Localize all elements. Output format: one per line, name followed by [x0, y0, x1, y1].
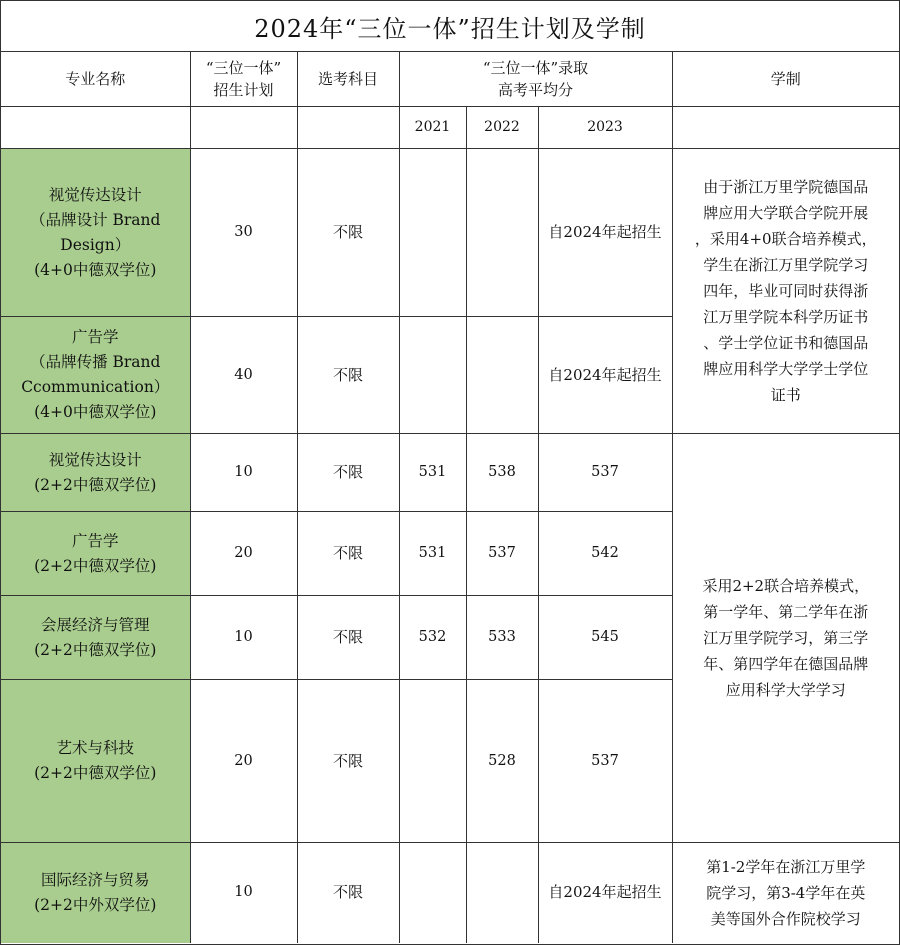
major-name-line: 国际经济与贸易: [40, 870, 150, 889]
score-2022-cell: 528: [466, 680, 538, 843]
major-name-line: 广告学: [71, 328, 119, 346]
score-2023-cell: 自2024年起招生: [538, 317, 672, 434]
major-name-line: Design）: [60, 235, 131, 254]
note-line: ，采用4+0联合培养模式，: [694, 230, 877, 248]
major-name-cell: [1, 149, 190, 317]
major-name-line: (4+0中德双学位): [34, 403, 157, 421]
score-2021-cell: [399, 843, 466, 943]
major-name-line: 艺术与科技: [56, 739, 134, 757]
major-name-cell: [1, 596, 190, 680]
major-name-cell: [1, 317, 190, 434]
year-empty-cell: [297, 107, 399, 149]
note-line: 第1-2学年在浙江万里学: [706, 857, 866, 876]
year-2021: 2021: [399, 107, 466, 149]
score-2022-cell: 538: [466, 434, 538, 512]
note-line: 采用2+2联合培养模式，: [702, 577, 870, 595]
score-2023-cell: 542: [538, 512, 672, 596]
header-scores-line1: “三位一体”录取: [482, 59, 589, 77]
score-2022-cell: [466, 149, 538, 317]
subjects-cell: 不限: [297, 434, 399, 512]
major-name-line: Ccommunication）: [21, 378, 170, 396]
subjects-cell: 不限: [297, 596, 399, 680]
major-name-line: (2+2中德双学位): [34, 764, 157, 782]
header-plan-line1: “三位一体”: [205, 59, 282, 77]
note-line: 院学习，第3-4学年在英: [706, 883, 866, 902]
subjects-cell: 不限: [297, 512, 399, 596]
note-line: 第一学年、第二学年在浙: [703, 603, 869, 621]
header-plan: [190, 52, 297, 107]
note-line: 、学士学位证书和德国品: [703, 334, 869, 352]
score-2021-cell: 531: [399, 512, 466, 596]
major-name-line: (2+2中德双学位): [34, 640, 157, 659]
score-2021-cell: 531: [399, 434, 466, 512]
table-row: [1, 434, 899, 512]
header-subjects: 选考科目: [297, 52, 399, 107]
plan-cell: 20: [190, 680, 297, 843]
note-line: 年、第四学年在德国品牌: [703, 655, 869, 673]
plan-cell: 10: [190, 596, 297, 680]
year-empty-cell: [190, 107, 297, 149]
note-line: 学生在浙江万里学院学习: [703, 256, 869, 274]
header-plan-line2: 招生计划: [213, 81, 274, 99]
plan-cell: 10: [190, 843, 297, 943]
major-name-line: （品牌设计 Brand: [30, 210, 161, 229]
table-row: [1, 149, 899, 317]
score-2023-cell: 自2024年起招生: [538, 843, 672, 943]
note-line: 牌应用大学联合学院开展: [703, 204, 869, 222]
header-scores-line2: 高考平均分: [498, 81, 574, 99]
score-2022-cell: 537: [466, 512, 538, 596]
major-name-line: 广告学: [71, 531, 119, 550]
score-2022-cell: 533: [466, 596, 538, 680]
score-2021-cell: [399, 317, 466, 434]
header-scores: [399, 52, 672, 107]
note-line: 牌应用科学大学学士学位: [703, 360, 869, 378]
year-empty-cell: [672, 107, 899, 149]
score-2023-cell: 自2024年起招生: [538, 149, 672, 317]
year-2023: 2023: [538, 107, 672, 149]
score-2021-cell: 532: [399, 596, 466, 680]
note-line: 四年，毕业可同时获得浙: [703, 282, 869, 300]
subjects-cell: 不限: [297, 843, 399, 943]
system-note-cell: [672, 149, 899, 434]
note-line: 美等国外合作院校学习: [710, 909, 861, 928]
subjects-cell: 不限: [297, 149, 399, 317]
score-2021-cell: [399, 680, 466, 843]
subjects-cell: 不限: [297, 317, 399, 434]
table-row: [1, 843, 899, 943]
major-name-line: 会展经济与管理: [40, 615, 150, 634]
major-name-cell: [1, 434, 190, 512]
note-line: 江万里学院本科学历证书: [703, 308, 869, 326]
note-line: 证书: [770, 386, 801, 404]
note-line: 江万里学院学习，第三学: [703, 629, 869, 647]
plan-cell: 40: [190, 317, 297, 434]
score-2022-cell: [466, 843, 538, 943]
major-name-line: 视觉传达设计: [48, 450, 142, 469]
plan-cell: 30: [190, 149, 297, 317]
major-name-line: (2+2中德双学位): [34, 556, 157, 575]
system-note-cell: [672, 434, 899, 843]
major-name-line: (2+2中外双学位): [34, 895, 157, 914]
system-note-cell: [672, 843, 899, 943]
enrollment-table: [1, 52, 899, 943]
note-line: 由于浙江万里学院德国品: [703, 178, 869, 196]
document-title: 2024年“三位一体”招生计划及学制: [1, 1, 899, 52]
score-2021-cell: [399, 149, 466, 317]
score-2023-cell: 537: [538, 434, 672, 512]
major-name-line: （品牌传播 Brand: [30, 353, 161, 371]
header-major: 专业名称: [1, 52, 190, 107]
major-name-line: (4+0中德双学位): [34, 260, 157, 279]
major-name-cell: [1, 843, 190, 943]
note-line: 应用科学大学学习: [725, 681, 846, 699]
plan-cell: 20: [190, 512, 297, 596]
plan-cell: 10: [190, 434, 297, 512]
major-name-cell: [1, 680, 190, 843]
score-2022-cell: [466, 317, 538, 434]
major-name-line: 视觉传达设计: [48, 185, 142, 204]
major-name-line: (2+2中德双学位): [34, 475, 157, 494]
header-system: 学制: [672, 52, 899, 107]
score-2023-cell: 545: [538, 596, 672, 680]
score-2023-cell: 537: [538, 680, 672, 843]
year-2022: 2022: [466, 107, 538, 149]
major-name-cell: [1, 512, 190, 596]
year-empty-cell: [1, 107, 190, 149]
subjects-cell: 不限: [297, 680, 399, 843]
